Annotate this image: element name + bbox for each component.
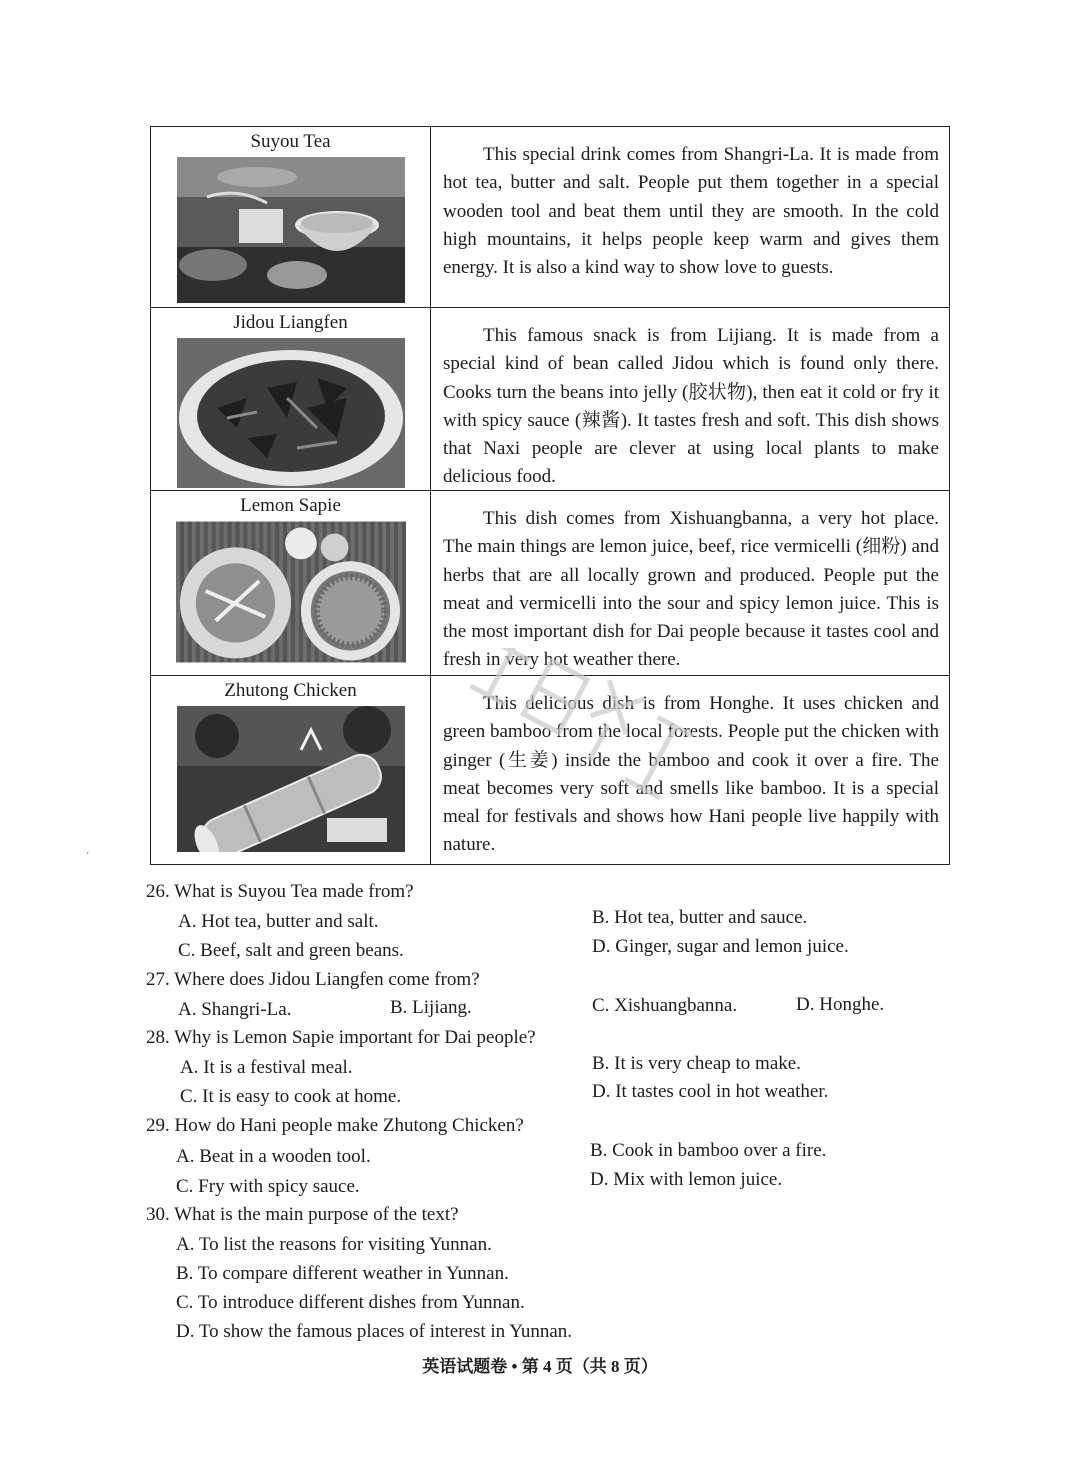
food-description: This delicious dish is from Honghe. It uses chicken and green bamboo from the local forests. People put the chicken with ginger (生姜) inside the bamboo and cook it over a fire. The meat becomes very soft and smells like bamboo. It is a special meal for festivals and shows how Hani people live happily with nature. bbox=[443, 693, 939, 856]
food-cell-left bbox=[151, 676, 431, 864]
question-option: A. Shangri-La. bbox=[178, 999, 292, 1020]
question-option: A. To list the reasons for visiting Yunnan. bbox=[176, 1234, 492, 1255]
food-cell-left bbox=[151, 308, 431, 490]
question-option: A. Beat in a wooden tool. bbox=[176, 1146, 371, 1167]
question-stem: 29. How do Hani people make Zhutong Chicken? bbox=[146, 1115, 524, 1136]
question-option: C. It is easy to cook at home. bbox=[180, 1086, 402, 1107]
food-description: This special drink comes from Shangri-La. It is made from hot tea, butter and salt. People put them together in a special wooden tool and beat them until they are smooth. In the cold high mountains, it helps people keep warm and gives them energy. It is also a kind way to show love to guests. bbox=[443, 144, 939, 279]
question-option: B. It is very cheap to make. bbox=[592, 1053, 801, 1074]
food-name: Zhutong Chicken bbox=[224, 680, 357, 701]
zhutong-chicken-photo bbox=[176, 706, 406, 852]
question-option: B. Lijiang. bbox=[390, 997, 472, 1018]
food-description: This famous snack is from Lijiang. It is made from a special kind of bean called Jidou which is found only there. Cooks turn the beans into jelly (胶状物), then eat it cold or fry it with spicy sauce (辣酱). It tastes fresh and soft. This dish shows that Naxi people are clever at using local plants to make delicious food. bbox=[443, 325, 939, 488]
question-option: D. Mix with lemon juice. bbox=[590, 1169, 783, 1190]
question-option: B. Cook in bamboo over a fire. bbox=[590, 1140, 827, 1161]
food-row-lemon-sapie bbox=[151, 491, 949, 676]
question-option: A. It is a festival meal. bbox=[180, 1057, 353, 1078]
question-option: C. Fry with spicy sauce. bbox=[176, 1176, 360, 1197]
page-footer: 英语试题卷 • 第 4 页（共 8 页） bbox=[422, 1357, 658, 1376]
stray-mark: ، bbox=[86, 846, 90, 857]
jidou-liangfen-photo bbox=[176, 338, 406, 488]
question-option: A. Hot tea, butter and salt. bbox=[178, 911, 379, 932]
food-cell-left bbox=[151, 491, 431, 675]
lemon-sapie-photo bbox=[176, 521, 406, 663]
food-description: This dish comes from Xishuangbanna, a very hot place. The main things are lemon juice, beef, rice vermicelli (细粉) and herbs that are all locally grown and produced. People put the meat and vermicelli into the sour and spicy lemon juice. This is the most important dish for Dai people because it tastes cool and fresh in very hot weather there. bbox=[443, 508, 939, 671]
food-name: Jidou Liangfen bbox=[233, 312, 348, 333]
question-option: D. Ginger, sugar and lemon juice. bbox=[592, 936, 849, 957]
question-option: D. It tastes cool in hot weather. bbox=[592, 1081, 829, 1102]
question-option: D. To show the famous places of interest in Yunnan. bbox=[176, 1321, 573, 1342]
question-stem: 26. What is Suyou Tea made from? bbox=[146, 881, 414, 902]
question-stem: 30. What is the main purpose of the text? bbox=[146, 1204, 459, 1225]
food-name: Lemon Sapie bbox=[240, 495, 341, 516]
food-name: Suyou Tea bbox=[250, 131, 331, 152]
food-row-suyou-tea bbox=[151, 127, 949, 308]
suyou-tea-photo bbox=[176, 157, 406, 303]
question-stem: 28. Why is Lemon Sapie important for Dai people? bbox=[146, 1027, 536, 1048]
question-option: C. To introduce different dishes from Yunnan. bbox=[176, 1292, 525, 1313]
question-option: C. Xishuangbanna. bbox=[592, 995, 738, 1016]
question-stem: 27. Where does Jidou Liangfen come from? bbox=[146, 969, 480, 990]
food-row-jidou-liangfen bbox=[151, 308, 949, 491]
question-option: D. Honghe. bbox=[796, 994, 885, 1015]
question-option: B. Hot tea, butter and sauce. bbox=[592, 907, 808, 928]
food-row-zhutong-chicken bbox=[151, 676, 949, 864]
food-cell-left bbox=[151, 127, 431, 307]
food-table bbox=[150, 126, 950, 865]
question-option: B. To compare different weather in Yunnan. bbox=[176, 1263, 509, 1284]
question-option: C. Beef, salt and green beans. bbox=[178, 940, 404, 961]
